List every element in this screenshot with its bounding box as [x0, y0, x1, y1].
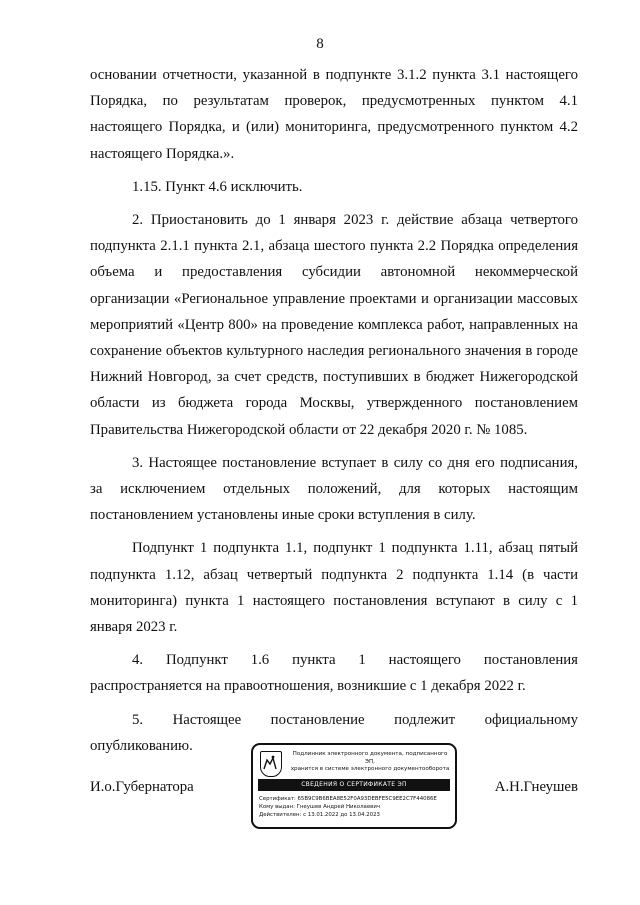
paragraph-1-15: 1.15. Пункт 4.6 исключить.: [132, 178, 303, 195]
certificate-validity: Действителен: с 13.01.2022 до 13.04.2023: [259, 812, 380, 818]
stamp-header: СВЕДЕНИЯ О СЕРТИФИКАТЕ ЭП: [258, 779, 450, 791]
coat-of-arms-icon: [260, 751, 282, 777]
stamp-details: [259, 795, 451, 819]
paragraph-3-exceptions: Подпункт 1 подпункта 1.1, подпункт 1 подпункта 1.11, абзац пятый подпункта 1.12, абзац четвертый подпункта 2 подпункта 1.14 (в части мониторинга) пункта 1 настоящего постановления вступают в силу с 1 января 2023 г.: [90, 540, 578, 636]
certificate-number: Сертификат: 65B9C9B6BEA8E52F0A93DEBFE5C9EE2C7F44086E: [259, 796, 437, 802]
document-body: [90, 62, 578, 766]
paragraph-2: 2. Приостановить до 1 января 2023 г. действие абзаца четвертого подпункта 2.1.1 пункта 2.1, абзаца шестого пункта 2.2 Порядка определения объема и предоставления субсидии автономной некоммерческой организации «Региональное управление проектами и организации массовых мероприятий «Центр 800» на проведение комплекса работ, направленных на сохранение объектов культурного наследия регионального значения в городе Нижний Новгород, за счет средств, поступивших в бюджет Нижегородской области из бюджета города Москвы, утвержденного постановлением Правительства Нижегородской области от 22 декабря 2020 г. № 1085.: [90, 212, 578, 438]
certificate-owner: Кому выдан: Гнеушев Андрей Николаевич: [259, 804, 381, 810]
stamp-note: Подлинник электронного документа, подписанного ЭП, хранится в системе электронного документооборота: [290, 751, 450, 772]
paragraph-continuation: основании отчетности, указанной в подпункте 3.1.2 пункта 3.1 настоящего Порядка, по результатам проверок, предусмотренных пунктом 4.1 настоящего Порядка, и (или) мониторинга, предусмотренного пунктом 4.2 настоящего Порядка.».: [90, 67, 578, 162]
paragraph-5: 5. Настоящее постановление подлежит официальному опубликованию.: [90, 711, 578, 754]
paragraph-4: 4. Подпункт 1.6 пункта 1 настоящего постановления распространяется на правоотношения, возникшие с 1 декабря 2022 г.: [90, 652, 578, 695]
signer-name: А.Н.Гнеушев: [494, 779, 578, 795]
electronic-signature-stamp: [251, 743, 457, 829]
paragraph-3: 3. Настоящее постановление вступает в силу со дня его подписания, за исключением отдельных положений, для которых настоящим постановлением установлены иные сроки вступления в силу.: [90, 454, 578, 524]
signer-title: И.о.Губернатора: [90, 779, 194, 795]
page-number: 8: [316, 36, 324, 52]
